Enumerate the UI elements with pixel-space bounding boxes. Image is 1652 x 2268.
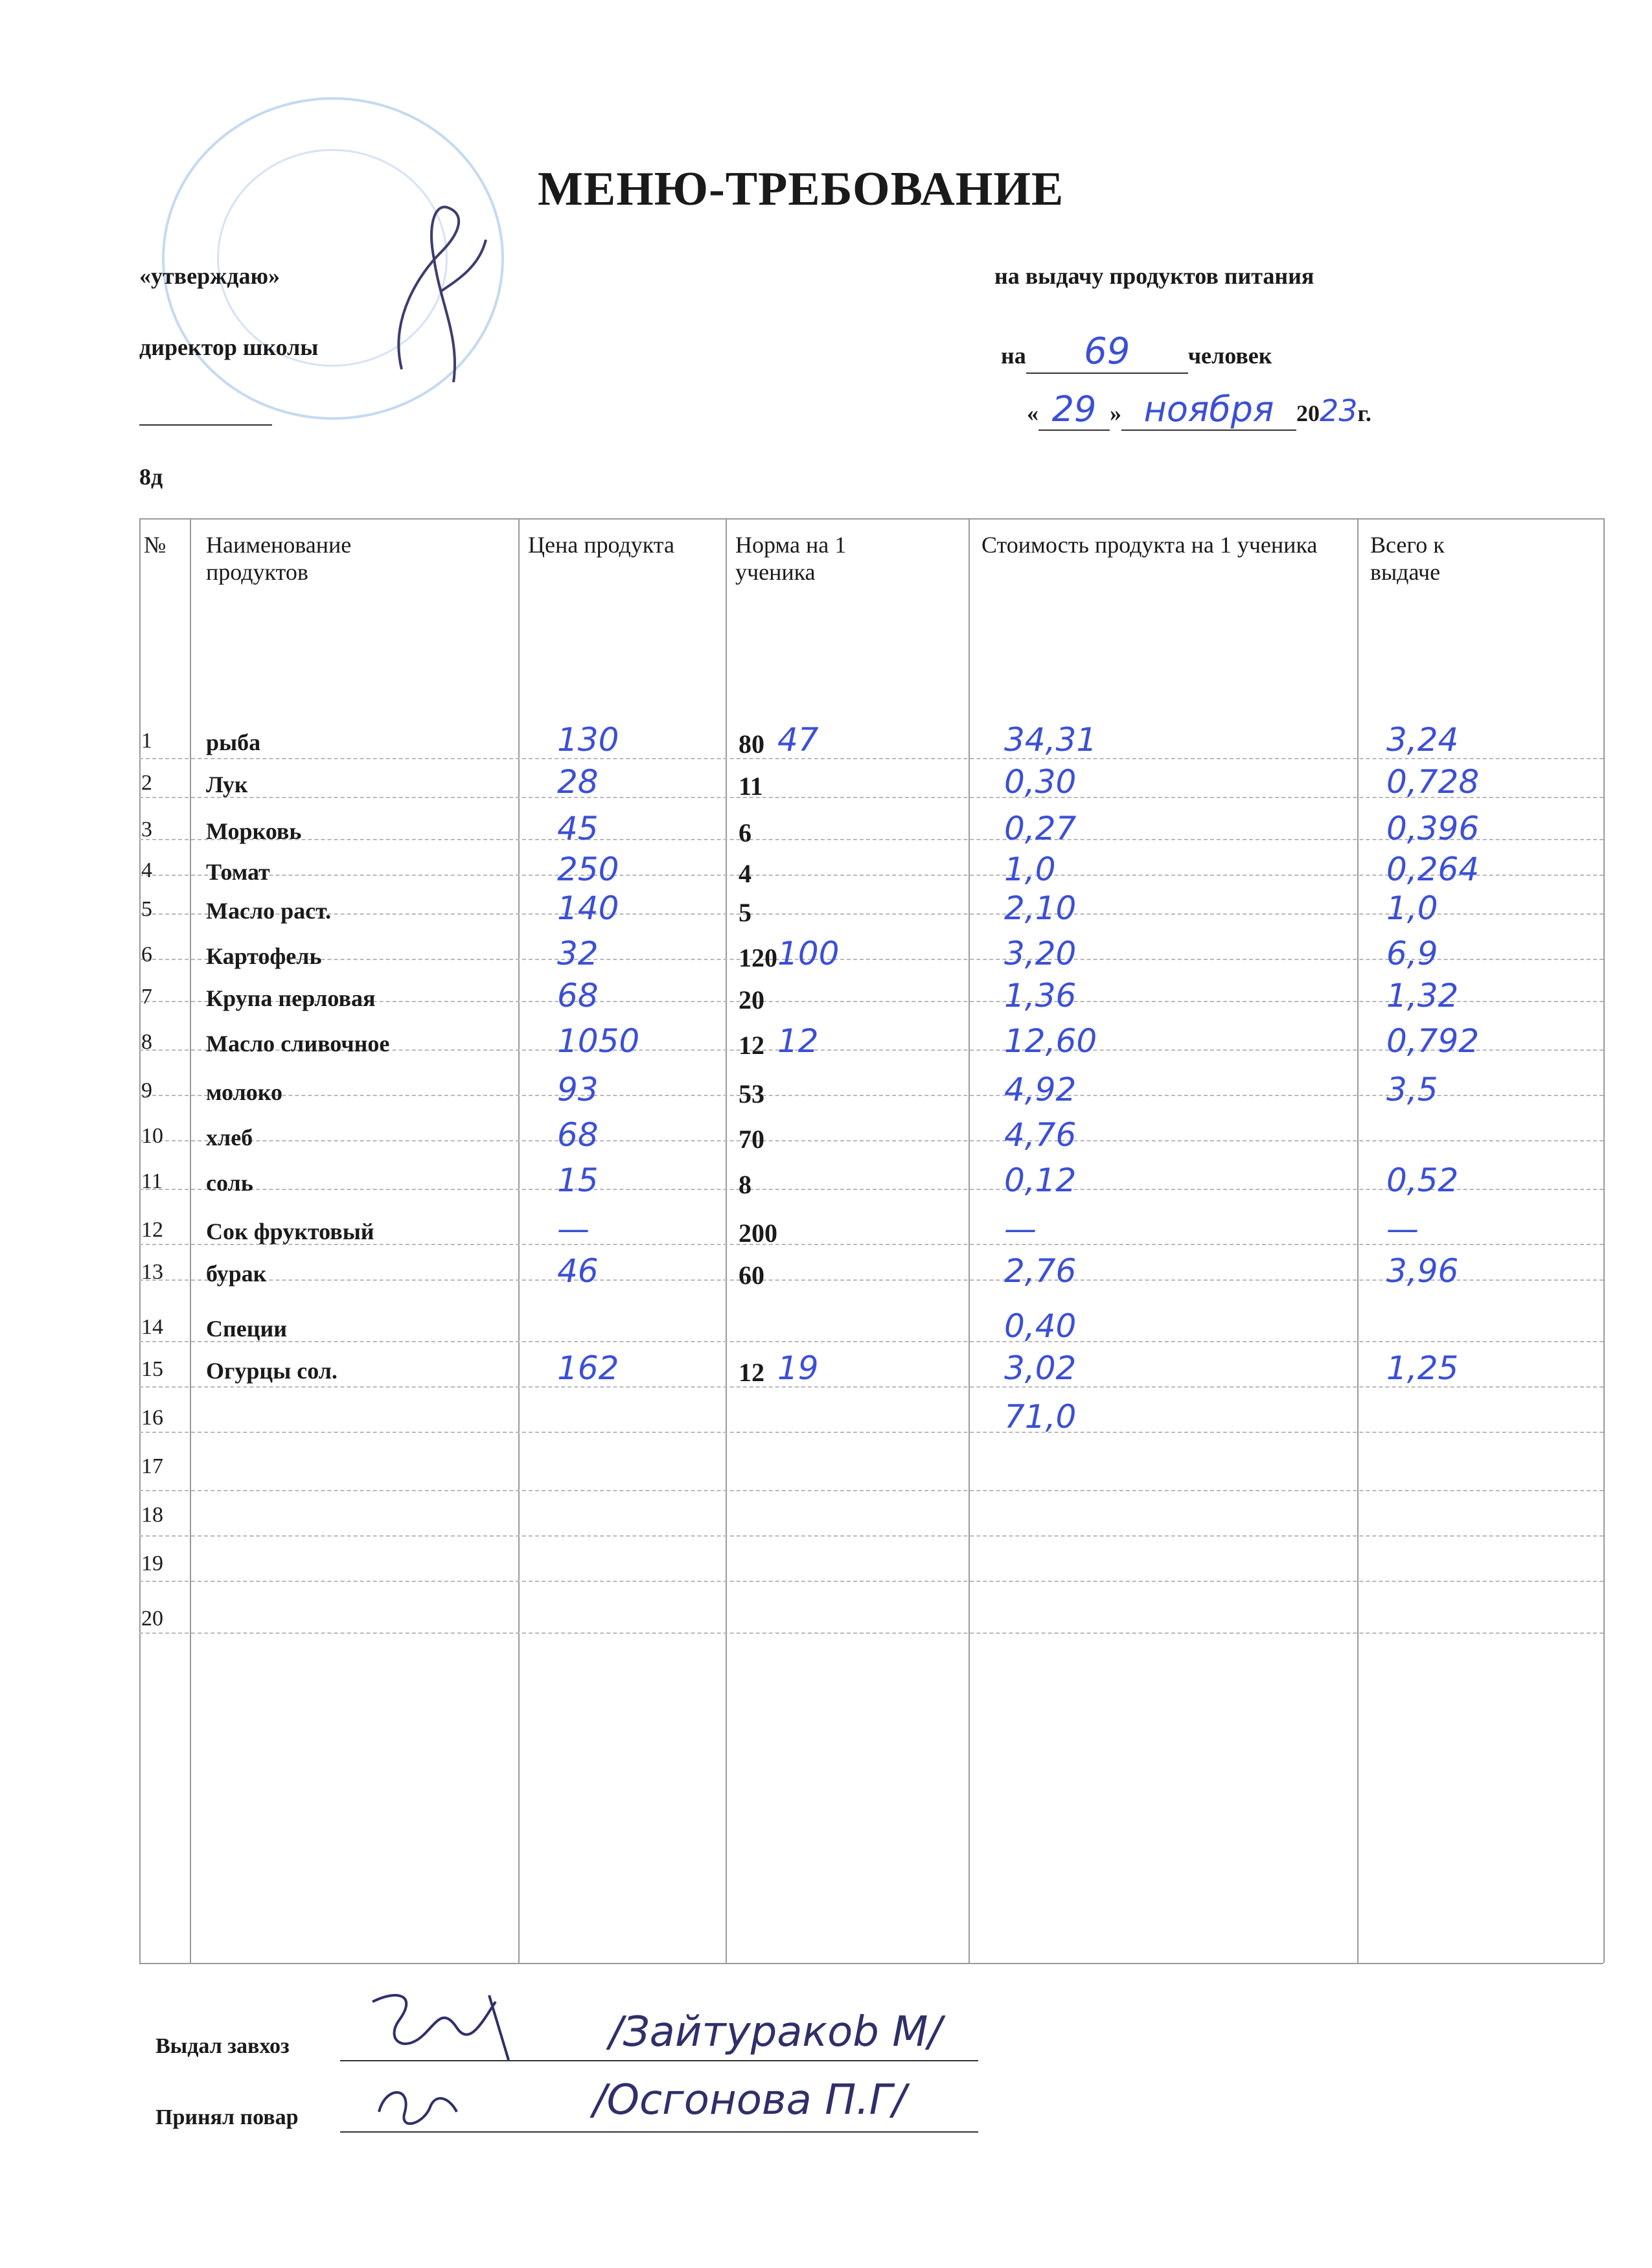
row-total: 0,52 (1386, 1162, 1459, 1199)
row-num: 7 (141, 985, 152, 1009)
row-num: 5 (141, 897, 152, 921)
row-price: 15 (557, 1162, 599, 1199)
header-total: Всего к выдаче (1370, 532, 1445, 585)
row-norm-handwritten: 47 (777, 721, 819, 759)
row-num: 16 (141, 1406, 163, 1430)
row-name: Масло сливочное (206, 1031, 390, 1057)
header-num: № (144, 532, 166, 558)
row-total: — (1386, 1210, 1419, 1248)
row-name: Огурцы сол. (206, 1358, 338, 1384)
row-num: 18 (141, 1503, 163, 1527)
row-num: 19 (141, 1552, 163, 1575)
row-num: 17 (141, 1454, 163, 1478)
row-num: 8 (141, 1030, 152, 1054)
row-num: 13 (141, 1260, 163, 1284)
row-cost: 0,30 (1004, 763, 1077, 801)
row-norm-print: 70 (739, 1125, 764, 1154)
row-total: 0,792 (1386, 1022, 1480, 1060)
row-cost: 4,92 (1004, 1071, 1077, 1108)
row-price: 28 (557, 763, 599, 801)
row-price: 250 (557, 851, 619, 888)
row-num: 4 (141, 858, 152, 882)
header-cost: Стоимость продукта на 1 ученика (981, 532, 1318, 558)
row-cost: 0,40 (1004, 1307, 1077, 1345)
row-cost: 71,0 (1004, 1398, 1077, 1436)
row-cost: — (1004, 1210, 1037, 1248)
row-name: Томат (206, 859, 270, 885)
header-price: Цена продукта (528, 532, 674, 558)
row-price: 1050 (557, 1022, 640, 1060)
row-norm-print: 12 (739, 1031, 764, 1060)
date-year-suffix: 23 (1320, 393, 1358, 428)
class-label: 8д (139, 464, 163, 490)
request-line: на выдачу продуктов питания (994, 263, 1314, 289)
page-title: МЕНЮ-ТРЕБОВАНИЕ (538, 163, 1064, 216)
row-num: 14 (141, 1315, 163, 1339)
row-norm-print: 200 (739, 1219, 777, 1248)
date-end: г. (1357, 400, 1371, 426)
row-name: молоко (206, 1079, 283, 1105)
row-norm-print: 8 (739, 1170, 751, 1199)
row-price: 68 (557, 977, 599, 1014)
people-suffix: человек (1187, 343, 1272, 369)
row-name: хлеб (206, 1125, 253, 1151)
row-name: Морковь (206, 818, 302, 844)
date-month: ноября (1143, 389, 1274, 430)
row-norm-print: 4 (739, 859, 751, 888)
row-norm-print: 53 (739, 1079, 764, 1108)
row-num: 20 (141, 1607, 163, 1631)
row-cost: 1,36 (1004, 977, 1077, 1014)
row-price: 68 (557, 1116, 599, 1154)
row-cost: 1,0 (1004, 851, 1056, 888)
row-num: 12 (141, 1218, 163, 1242)
director-signature (363, 175, 492, 395)
row-name: Лук (206, 772, 248, 797)
row-price: 45 (557, 810, 599, 847)
row-num: 10 (141, 1124, 163, 1148)
row-name: соль (206, 1170, 253, 1196)
row-price: 130 (557, 721, 619, 759)
row-total: 0,396 (1386, 810, 1480, 847)
issued-label: Выдал завхоз (155, 2034, 290, 2058)
row-cost: 0,27 (1004, 810, 1077, 847)
people-count: 69 (1084, 330, 1130, 372)
row-cost: 0,12 (1004, 1162, 1077, 1199)
row-total: 0,264 (1386, 851, 1480, 888)
issued-name: /Зайтуракоb M/ (609, 2008, 942, 2056)
row-cost: 3,02 (1004, 1349, 1077, 1387)
row-cost: 2,76 (1004, 1252, 1077, 1290)
row-total: 3,96 (1386, 1252, 1459, 1290)
row-norm-print: 6 (739, 818, 751, 847)
received-label: Принял повар (155, 2105, 299, 2129)
row-price: 140 (557, 889, 619, 927)
header-name: Наименование продуктов (206, 532, 352, 585)
row-num: 2 (141, 771, 152, 795)
people-line (1001, 330, 1272, 374)
row-cost: 12,60 (1004, 1022, 1097, 1060)
row-price: 93 (557, 1071, 599, 1108)
date-year-prefix: 20 (1296, 400, 1320, 426)
row-norm-print: 80 (739, 729, 764, 759)
row-norm-print: 5 (739, 898, 751, 927)
row-name: Крупа перловая (206, 985, 376, 1011)
row-price: — (557, 1210, 590, 1248)
date-day: 29 (1051, 389, 1097, 430)
row-total: 3,24 (1386, 721, 1459, 759)
row-total: 1,32 (1386, 977, 1459, 1014)
date-open-quote: « (1027, 400, 1038, 426)
received-signature (366, 2073, 476, 2138)
people-prefix: на (1001, 343, 1026, 369)
row-norm-handwritten: 100 (777, 935, 840, 972)
row-total: 6,9 (1386, 935, 1438, 972)
row-price: 46 (557, 1252, 599, 1290)
row-name: бурак (206, 1261, 267, 1287)
row-total: 3,5 (1386, 1071, 1438, 1108)
row-name: рыба (206, 729, 261, 755)
row-price: 32 (557, 935, 599, 972)
row-num: 6 (141, 943, 152, 967)
row-name: Масло раст. (206, 898, 332, 924)
row-price: 162 (557, 1349, 619, 1387)
row-num: 1 (141, 729, 152, 753)
row-cost: 34,31 (1004, 721, 1097, 759)
row-num: 3 (141, 818, 152, 842)
row-norm-print: 11 (739, 772, 763, 801)
received-name: /Осгонова П.Г/ (593, 2076, 906, 2124)
row-norm-handwritten: 12 (777, 1022, 819, 1060)
director-label: директор школы (139, 334, 319, 360)
row-norm-print: 12 (739, 1358, 764, 1387)
row-cost: 3,20 (1004, 935, 1077, 972)
row-cost: 4,76 (1004, 1116, 1077, 1154)
row-name: Специи (206, 1316, 287, 1342)
row-norm-print: 60 (739, 1261, 764, 1290)
row-total: 1,25 (1386, 1349, 1459, 1387)
issued-signature (360, 1982, 528, 2073)
approve-label: «утверждаю» (139, 263, 280, 289)
header-norm: Норма на 1 ученика (735, 532, 847, 585)
row-cost: 2,10 (1004, 889, 1077, 927)
row-norm-handwritten: 19 (777, 1349, 819, 1387)
row-total: 0,728 (1386, 763, 1480, 801)
date-close-quote: » (1110, 400, 1121, 426)
row-name: Картофель (206, 943, 322, 969)
date-line (1027, 389, 1371, 431)
row-total: 1,0 (1386, 889, 1438, 927)
row-num: 15 (141, 1357, 163, 1381)
director-signature-line (139, 424, 272, 426)
row-num: 9 (141, 1079, 152, 1103)
row-norm-print: 20 (739, 985, 764, 1014)
row-num: 11 (141, 1169, 163, 1193)
row-norm-print: 120 (739, 943, 777, 972)
row-name: Сок фруктовый (206, 1219, 374, 1244)
